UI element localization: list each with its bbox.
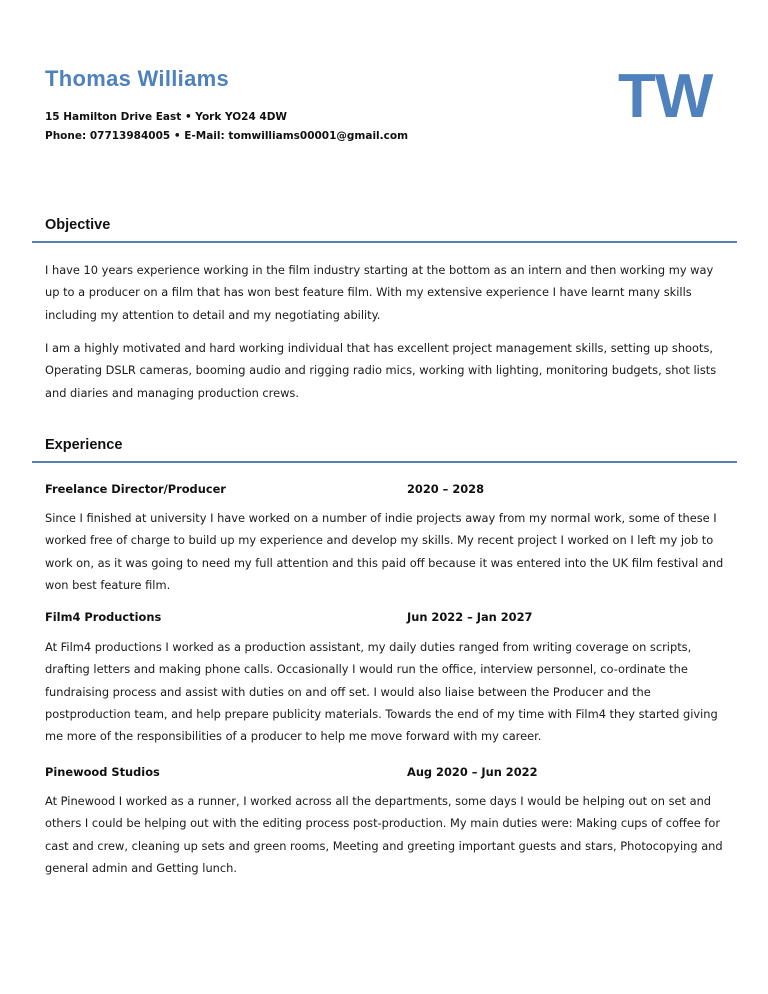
job-title: Film4 Productions	[45, 610, 162, 624]
monogram: TW	[618, 62, 713, 131]
job-dates: Jun 2022 – Jan 2027	[407, 610, 533, 624]
contact-line: Phone: 07713984005 • E-Mail: tomwilliams00001@gmail.com	[45, 130, 409, 142]
address-line: 15 Hamilton Drive East • York YO24 4DW	[45, 111, 288, 123]
job-title: Pinewood Studios	[45, 765, 160, 779]
experience-heading: Experience	[45, 437, 123, 453]
job-dates: 2020 – 2028	[407, 482, 485, 496]
objective-paragraph-2: I am a highly motivated and hard working individual that has excellent project management skills, setting up shoots, Operating DSLR cameras, booming audio and rigging radio mics, working with lighting, monitoring budgets, shot lists and diaries and managing production crews.	[45, 341, 717, 400]
candidate-name: Thomas Williams	[45, 66, 230, 91]
objective-paragraph-1: I have 10 years experience working in the film industry starting at the bottom as an intern and then working my way up to a producer on a film that has won best feature film. With my extensive experience I have learnt many skills including my attention to detail and my negotiating ability.	[45, 263, 714, 322]
experience-divider	[32, 461, 737, 463]
job-description: At Film4 productions I worked as a production assistant, my daily duties ranged from writing coverage on scripts, drafting letters and making phone calls. Occasionally I would run the office, interview personnel, co-ordinate the fundraising process and assist with duties on and off set. I would also liaise between the Producer and the postproduction team, and help prepare publicity materials. Towards the end of my time with Film4 they started giving me more of the responsibilities of a producer to help me move forward with my career.	[45, 640, 718, 744]
job-description: At Pinewood I worked as a runner, I worked across all the departments, some days I would be helping out on set and others I could be helping out with the editing process post-production. My main duties were: Making cups of coffee for cast and crew, cleaning up sets and green rooms, Meeting and greeting important guests and stars, Photocopying and general admin and Getting lunch.	[45, 794, 723, 875]
job-dates: Aug 2020 – Jun 2022	[407, 765, 538, 779]
job-description: Since I finished at university I have worked on a number of indie projects away from my normal work, some of these I worked free of charge to build up my experience and develop my skills. My recent project I worked on I left my job to work on, as it was going to need my full attention and this paid off because it was entered into the UK film festival and won best feature film.	[45, 511, 724, 592]
objective-divider	[32, 241, 737, 243]
objective-heading: Objective	[45, 217, 111, 233]
job-title: Freelance Director/Producer	[45, 482, 226, 496]
